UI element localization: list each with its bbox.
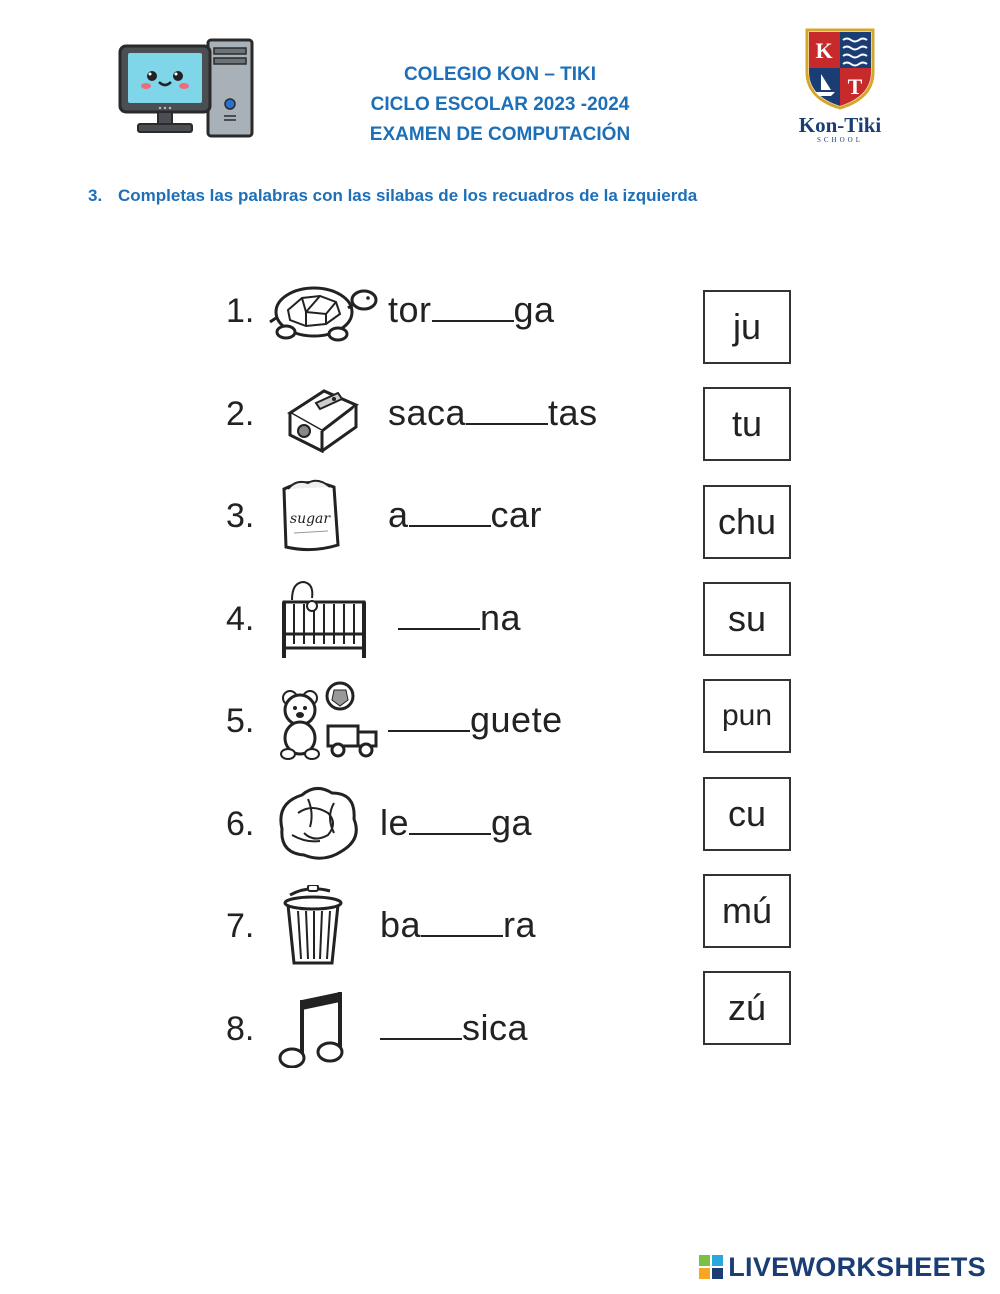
school-logo-subtitle: SCHOOL xyxy=(816,136,863,144)
syllable-box[interactable]: mú xyxy=(703,874,791,948)
word-prefix: ba xyxy=(380,904,422,945)
answer-blank[interactable] xyxy=(432,290,514,322)
trash-can-icon xyxy=(268,885,380,965)
school-year: CICLO ESCOLAR 2023 -2024 xyxy=(370,94,630,115)
answer-blank[interactable] xyxy=(398,598,480,630)
instruction-number: 3. xyxy=(88,186,103,205)
item-number: 6. xyxy=(226,804,255,843)
school-logo-name: Kon-Tiki xyxy=(798,113,882,137)
incomplete-word xyxy=(380,1007,528,1049)
syllable-box[interactable]: pun xyxy=(703,679,791,753)
answer-blank[interactable] xyxy=(409,803,491,835)
turtle-icon xyxy=(268,270,380,350)
toys-icon xyxy=(268,680,380,760)
incomplete-word xyxy=(380,802,532,844)
syllable-box[interactable]: ju xyxy=(703,290,791,364)
word-prefix: saca xyxy=(388,391,467,433)
item-number: 5. xyxy=(226,702,255,740)
answer-blank[interactable] xyxy=(388,700,470,732)
syllable-box[interactable]: zú xyxy=(703,971,791,1045)
school-logo xyxy=(785,28,895,143)
computer-icon xyxy=(118,38,258,138)
item-number: 2. xyxy=(226,394,255,433)
crib-icon xyxy=(268,578,380,658)
incomplete-word xyxy=(388,494,542,536)
word-prefix: tor xyxy=(388,289,432,330)
item-number: 3. xyxy=(226,497,255,535)
syllable-box[interactable]: tu xyxy=(703,387,791,461)
word-suffix: tas xyxy=(548,391,598,433)
sugar-bag-icon xyxy=(268,475,380,555)
item-number: 7. xyxy=(226,907,255,945)
word-suffix: na xyxy=(480,596,522,638)
word-prefix: le xyxy=(380,801,410,843)
word-prefix: a xyxy=(388,494,409,535)
incomplete-word xyxy=(388,289,555,331)
exercise-row xyxy=(0,980,1000,1076)
exercise-row xyxy=(0,877,1000,973)
item-number: 8. xyxy=(226,1009,255,1048)
word-suffix: sica xyxy=(462,1006,529,1048)
crest-letter-k: K xyxy=(815,38,833,63)
instruction-text: Completas las palabras con las silabas de los recuadros de la izquierda xyxy=(118,186,698,205)
instruction xyxy=(88,186,888,206)
word-suffix: car xyxy=(490,494,543,535)
liveworksheets-logo-icon xyxy=(698,1254,724,1280)
lettuce-icon xyxy=(268,783,380,863)
answer-blank[interactable] xyxy=(466,393,548,425)
exercise-row xyxy=(0,775,1000,871)
syllable-box[interactable]: chu xyxy=(703,485,791,559)
exercise-row xyxy=(0,467,1000,563)
word-suffix: ga xyxy=(491,801,533,843)
crest-letter-t: T xyxy=(847,74,863,99)
word-suffix: ra xyxy=(503,904,537,945)
item-number: 1. xyxy=(226,292,255,330)
word-suffix: guete xyxy=(470,699,563,740)
exercise-row xyxy=(0,570,1000,666)
incomplete-word xyxy=(398,597,521,639)
liveworksheets-brand xyxy=(698,1250,986,1284)
incomplete-word xyxy=(388,699,563,741)
syllable-box[interactable]: su xyxy=(703,582,791,656)
answer-blank[interactable] xyxy=(409,495,491,527)
sharpener-icon xyxy=(268,373,380,453)
exercise-row xyxy=(0,365,1000,461)
incomplete-word xyxy=(380,904,536,946)
word-suffix: ga xyxy=(513,289,555,330)
liveworksheets-text: LIVEWORKSHEETS xyxy=(728,1251,986,1282)
school-crest-icon xyxy=(785,28,895,110)
header-title xyxy=(300,60,700,150)
music-note-icon xyxy=(268,988,380,1068)
incomplete-word xyxy=(388,392,598,434)
item-number: 4. xyxy=(226,599,255,638)
exercise-row xyxy=(0,262,1000,358)
svg-text:sugar: sugar xyxy=(289,511,331,527)
answer-blank[interactable] xyxy=(380,1008,462,1040)
school-name: COLEGIO KON – TIKI xyxy=(403,64,597,85)
computer-logo xyxy=(118,38,258,138)
syllable-box[interactable]: cu xyxy=(703,777,791,851)
answer-blank[interactable] xyxy=(421,905,503,937)
exercise-row xyxy=(0,672,1000,768)
exam-name: EXAMEN DE COMPUTACIÓN xyxy=(369,124,631,145)
